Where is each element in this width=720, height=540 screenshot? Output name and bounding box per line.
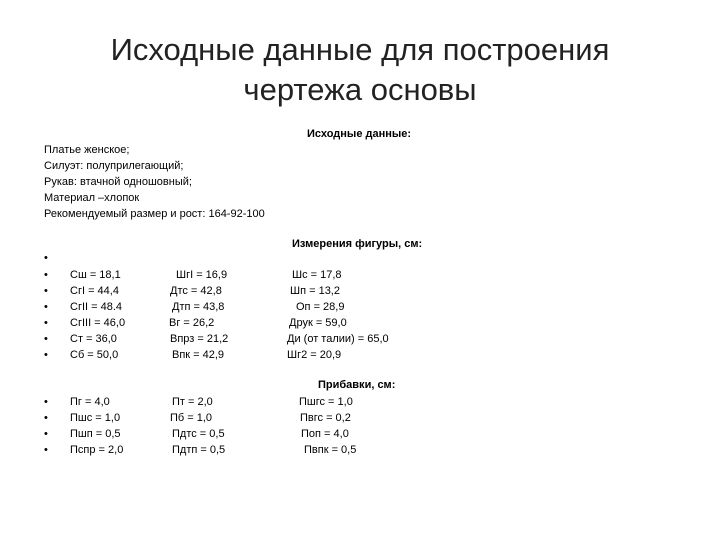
intro-line: Рукав: втачной одношовный; <box>44 176 192 188</box>
measurement-cell: Сш = 18,1 <box>70 269 121 281</box>
allowance-cell: Пт = 2,0 <box>172 396 213 408</box>
measurement-cell: Шс = 17,8 <box>292 269 342 281</box>
allowance-cell: Пшп = 0,5 <box>70 428 121 440</box>
measurements-heading: Измерения фигуры, см: <box>292 238 423 250</box>
intro-line: Платье женское; <box>44 144 130 156</box>
measurement-cell: Оп = 28,9 <box>296 301 345 313</box>
bullet-marker: • <box>44 301 48 313</box>
measurement-cell: Сб = 50,0 <box>70 349 119 361</box>
allowance-cell: Пспр = 2,0 <box>70 444 124 456</box>
intro-line: Материал –хлопок <box>44 192 140 204</box>
measurement-cell: Шг2 = 20,9 <box>287 349 342 361</box>
intro-block <box>44 142 265 222</box>
measurement-cell: Дтп = 43,8 <box>172 301 225 313</box>
bullet-marker: • <box>44 269 48 281</box>
bullet-marker: • <box>44 317 48 329</box>
bullet-marker: • <box>44 444 48 456</box>
slide-title-line-1: Исходные данные для построения <box>110 32 610 67</box>
allowance-cell: Пшгс = 1,0 <box>299 396 353 408</box>
measurement-cell: Шп = 13,2 <box>290 285 340 297</box>
allowance-cell: Пшс = 1,0 <box>70 412 121 424</box>
measurement-cell: СгIII = 46,0 <box>70 317 126 329</box>
measurement-cell: Друк = 59,0 <box>289 317 347 329</box>
intro-line: Силуэт: полуприлегающий; <box>44 160 184 172</box>
bullet-marker: • <box>44 252 48 264</box>
measurement-cell: Ст = 36,0 <box>70 333 117 345</box>
measurement-cell: Впрз = 21,2 <box>170 333 229 345</box>
bullet-marker: • <box>44 285 48 297</box>
measurement-cell: ШгI = 16,9 <box>176 269 228 281</box>
measurement-cell: СгII = 48.4 <box>70 301 123 313</box>
allowance-cell: Поп = 4,0 <box>301 428 349 440</box>
measurement-cell: Ди (от талии) = 65,0 <box>287 333 389 345</box>
bullet-marker: • <box>44 396 48 408</box>
bullet-marker: • <box>44 333 48 345</box>
allowance-cell: Пдтп = 0,5 <box>172 444 226 456</box>
slide-title-line-2: чертежа основы <box>243 72 477 107</box>
intro-heading: Исходные данные: <box>307 128 412 140</box>
measurement-cell: СгI = 44,4 <box>70 285 119 297</box>
bullet-marker: • <box>44 412 48 424</box>
measurement-cell: Вг = 26,2 <box>169 317 215 329</box>
bullet-marker: • <box>44 428 48 440</box>
allowance-cell: Пдтс = 0,5 <box>172 428 225 440</box>
allowance-cell: Пб = 1,0 <box>170 412 213 424</box>
measurement-cell: Впк = 42,9 <box>172 349 225 361</box>
slide-title <box>0 30 720 110</box>
allowance-cell: Пвгс = 0,2 <box>300 412 351 424</box>
allowance-cell: Пг = 4,0 <box>70 396 110 408</box>
allowances-heading: Прибавки, см: <box>318 379 396 391</box>
intro-line: Рекомендуемый размер и рост: 164-92-100 <box>44 208 265 220</box>
bullet-marker: • <box>44 349 48 361</box>
measurement-cell: Дтс = 42,8 <box>170 285 222 297</box>
allowance-cell: Пвпк = 0,5 <box>304 444 357 456</box>
